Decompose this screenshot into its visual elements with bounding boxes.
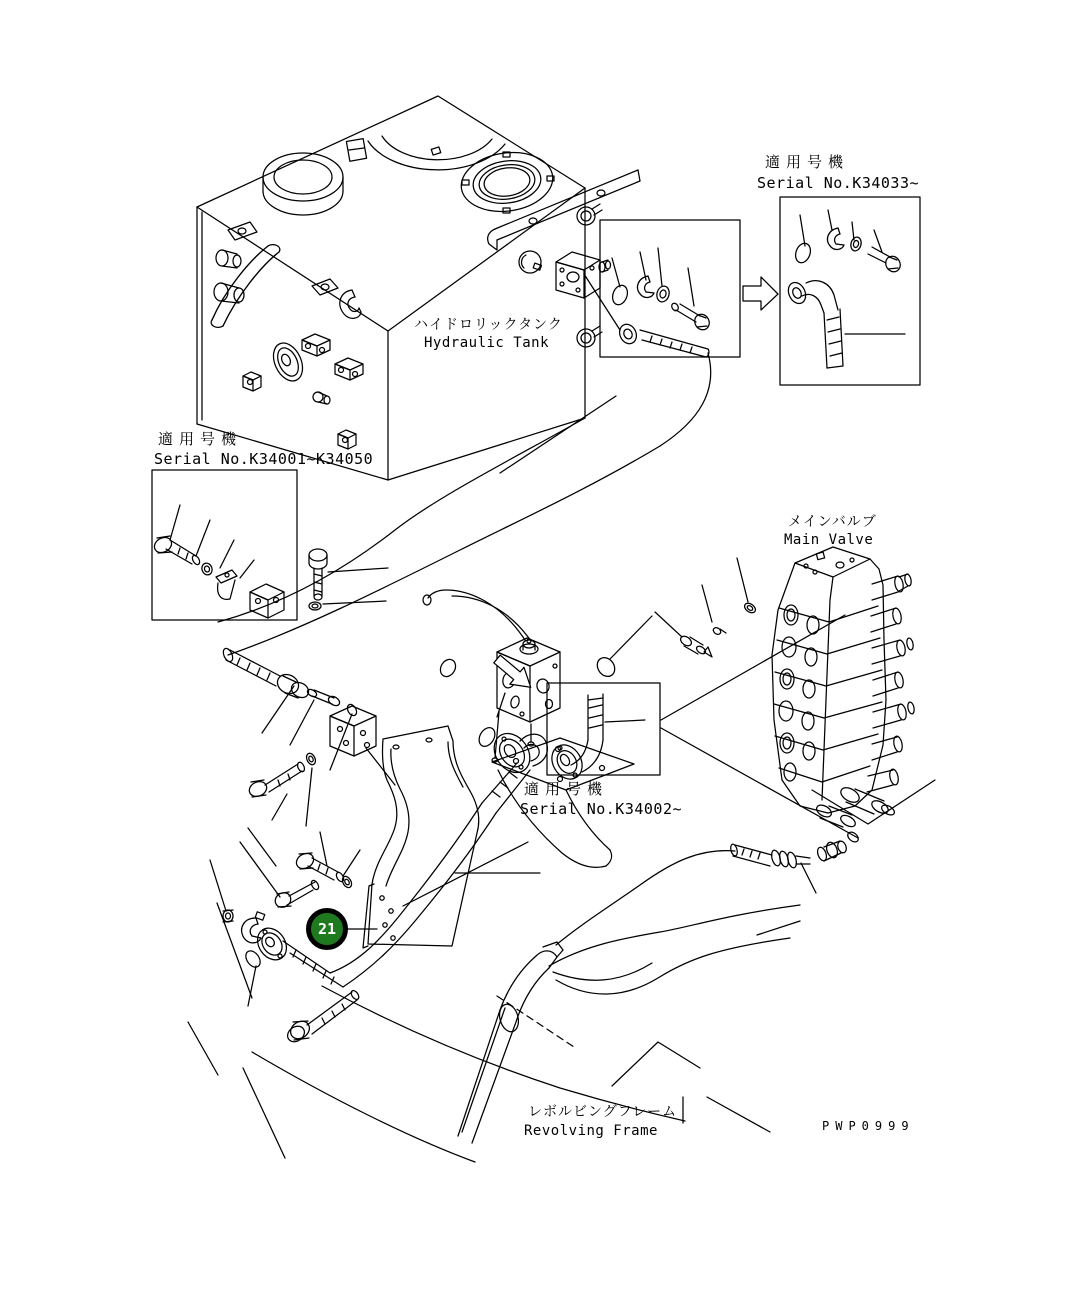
flange-ring — [457, 147, 556, 217]
main-valve-label-en: Main Valve — [784, 532, 874, 548]
hydraulic-tank — [197, 96, 640, 480]
bolt-angled — [247, 752, 317, 826]
top-arc-flange — [368, 141, 505, 170]
main-hose-runs — [218, 396, 660, 655]
detail-box-new-spec — [780, 197, 920, 385]
valve-solenoids — [815, 785, 896, 829]
detail-box-old-spec — [600, 220, 740, 446]
drawing-code: PWP0999 — [822, 1119, 915, 1133]
hydraulic-tank-label-jp: ハイドロリックタンク — [414, 317, 563, 333]
small-cube — [338, 430, 356, 449]
gasket-oval — [594, 654, 619, 680]
serial-top-right-label-jp: 適用号機 — [765, 153, 850, 171]
clamp-block — [335, 358, 363, 380]
part-callout-number: 21 — [317, 920, 337, 938]
filler-cap — [263, 153, 343, 215]
valve-spools — [867, 574, 915, 792]
block-arrow-right — [743, 277, 778, 310]
serial-left-label-en: Serial No.K34001~K34050 — [154, 450, 374, 468]
suction-block — [556, 252, 611, 298]
top-bracket — [346, 139, 366, 162]
revolving-frame-label-en: Revolving Frame — [524, 1123, 658, 1139]
serial-left-label-jp: 適用号機 — [158, 430, 243, 448]
part-callout[interactable] — [306, 908, 348, 950]
wire — [428, 590, 525, 640]
hose-fitting-row — [221, 647, 358, 770]
serial-center-label-en: Serial No.K34002~ — [520, 800, 683, 818]
valve-inlet-fittings — [655, 558, 757, 657]
hydraulic-tank-label-en: Hydraulic Tank — [424, 335, 550, 351]
main-valve-label-jp: メインバルブ — [788, 514, 877, 530]
hose-curve — [660, 353, 711, 446]
tank-left-face-fittings — [211, 222, 363, 449]
clamp-block — [302, 334, 330, 356]
serial-top-right-label-en: Serial No.K34033~ — [757, 174, 920, 192]
gasket-oval — [437, 657, 458, 680]
revolving-frame-outline — [188, 903, 800, 1162]
long-bolt — [285, 989, 361, 1045]
serial-center-label-jp: 適用号機 — [524, 780, 609, 798]
main-valve-assembly — [655, 547, 915, 829]
detail-box-left — [152, 470, 297, 620]
revolving-frame-label-jp: レボルビングフレーム — [528, 1104, 678, 1120]
small-cube — [243, 372, 261, 391]
